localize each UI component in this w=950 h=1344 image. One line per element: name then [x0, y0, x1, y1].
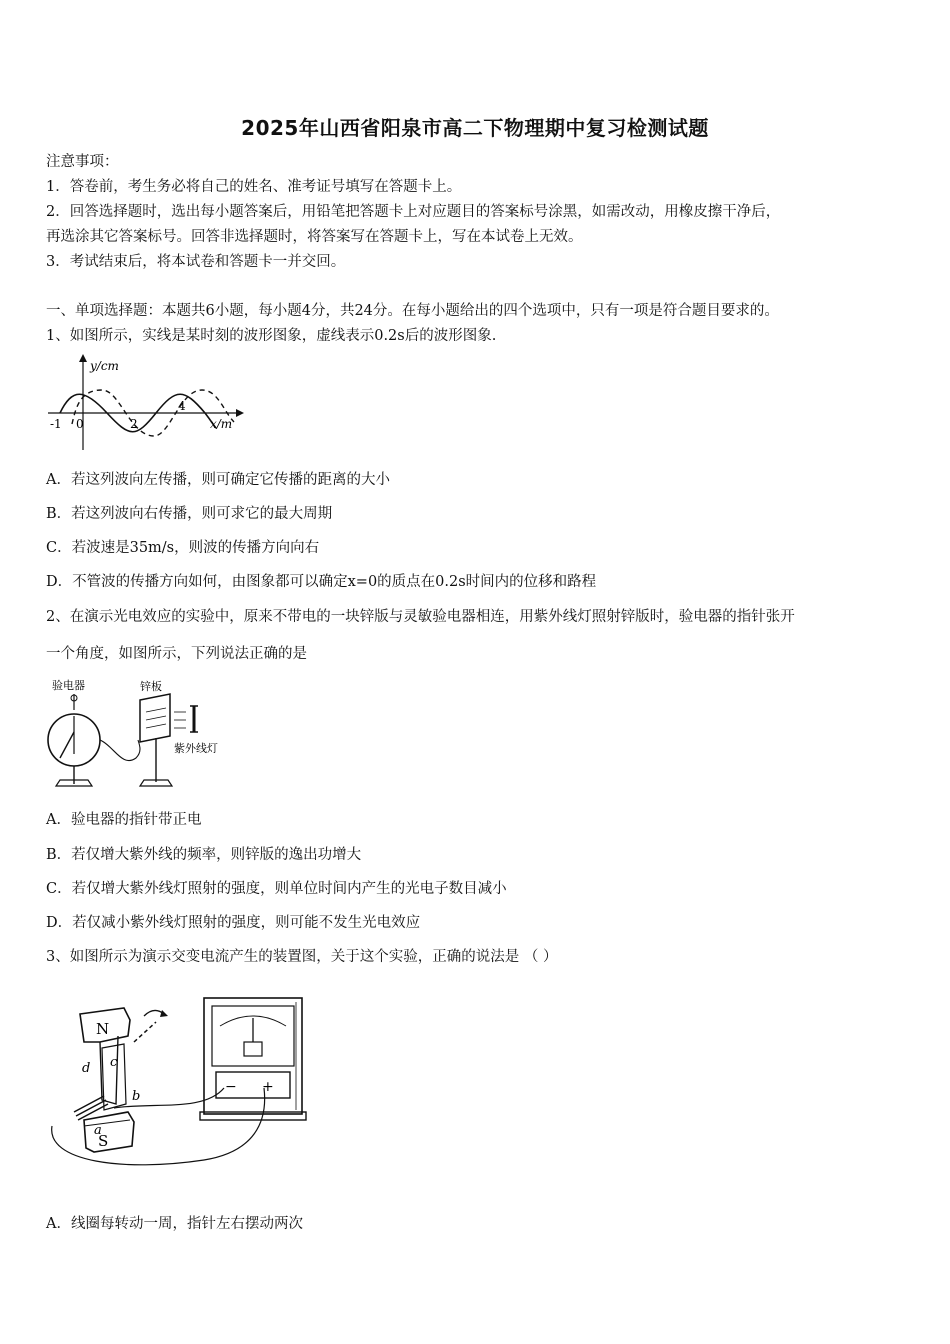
tick-label-2: 2 — [130, 417, 138, 431]
circuit-wire — [52, 1088, 265, 1165]
tick-label-minus1: -1 — [50, 417, 62, 431]
q2-option-d: D．若仅减小紫外线灯照射的强度，则可能不发生光电效应 — [46, 915, 421, 931]
uv-lamp-icon — [174, 706, 198, 732]
galvanometer — [200, 998, 306, 1120]
connecting-wire — [100, 740, 140, 761]
q1-stem: 1、如图所示，实线是某时刻的波形图象，虚线表示0.2s后的波形图象. — [46, 328, 497, 344]
electroscope-label: 验电器 — [52, 679, 85, 692]
tick-label-4: 4 — [178, 399, 186, 413]
terminal-plus: + — [262, 1079, 274, 1095]
q3-option-a: A．线圈每转动一周，指针左右摆动两次 — [46, 1216, 303, 1232]
y-axis-label: y/cm — [90, 359, 119, 373]
x-axis-label: x/m — [210, 417, 233, 431]
photoelectric-figure — [44, 676, 244, 796]
q1-option-d: D．不管波的传播方向如何，由图象都可以确定x=0的质点在0.2s时间内的位移和路程 — [46, 574, 597, 590]
page-title: 2025年山西省阳泉市高二下物理期中复习检测试题 — [241, 116, 709, 140]
wave-graph — [44, 352, 244, 452]
q2-option-c: C．若仅增大紫外线灯照射的强度，则单位时间内产生的光电子数目减小 — [46, 881, 507, 897]
notice-heading: 注意事项： — [46, 154, 119, 170]
coil-label-b: b — [132, 1089, 141, 1104]
pole-s-label: S — [98, 1132, 109, 1150]
notice-item-2: 2．回答选择题时，选出每小题答案后，用铅笔把答题卡上对应题目的答案标号涂黑，如需改动，用橡皮擦干净后， — [46, 204, 781, 220]
q1-option-b: B．若这列波向右传播，则可求它的最大周期 — [46, 506, 333, 522]
notice-item-2-cont: 再选涂其它答案标号。回答非选择题时，将答案写在答题卡上，写在本试卷上无效。 — [46, 229, 583, 245]
uv-lamp-label: 紫外线灯 — [174, 742, 218, 755]
q1-option-c: C．若波速是35m/s，则波的传播方向向右 — [46, 540, 320, 556]
q2-stem-line1: 2、在演示光电效应的实验中，原来不带电的一块锌版与灵敏验电器相连，用紫外线灯照射锌版时，验电器的指针张开 — [46, 609, 795, 625]
zinc-plate-label: 锌板 — [140, 680, 162, 693]
electroscope — [48, 694, 100, 786]
coil-label-a: a — [94, 1123, 102, 1138]
magnet-s-pole — [84, 1112, 134, 1152]
tick-label-0: 0 — [76, 417, 84, 431]
y-axis-arrow — [79, 354, 87, 362]
notice-item-1: 1．答卷前，考生务必将自己的姓名、准考证号填写在答题卡上。 — [46, 179, 462, 195]
coil-label-c: c — [110, 1055, 118, 1070]
section-heading: 一、单项选择题：本题共6小题，每小题4分，共24分。在每小题给出的四个选项中，只有一项是符合题目要求的。 — [46, 303, 779, 319]
zinc-plate — [140, 694, 172, 786]
ac-generator-figure — [44, 992, 314, 1184]
coil-label-d: d — [82, 1061, 91, 1076]
q2-stem-line2: 一个角度，如图所示，下列说法正确的是 — [46, 646, 307, 662]
q2-option-a: A．验电器的指针带正电 — [46, 812, 202, 828]
notice-item-3: 3．考试结束后，将本试卷和答题卡一并交回。 — [46, 254, 346, 270]
q3-stem: 3、如图所示为演示交变电流产生的装置图，关于这个实验，正确的说法是 （ ） — [46, 949, 558, 965]
q1-option-a: A．若这列波向左传播，则可确定它传播的距离的大小 — [46, 472, 390, 488]
terminal-minus: − — [225, 1079, 237, 1095]
q2-option-b: B．若仅增大紫外线的频率，则锌版的逸出功增大 — [46, 847, 362, 863]
pole-n-label: N — [96, 1020, 110, 1038]
x-axis-arrow — [236, 409, 244, 417]
